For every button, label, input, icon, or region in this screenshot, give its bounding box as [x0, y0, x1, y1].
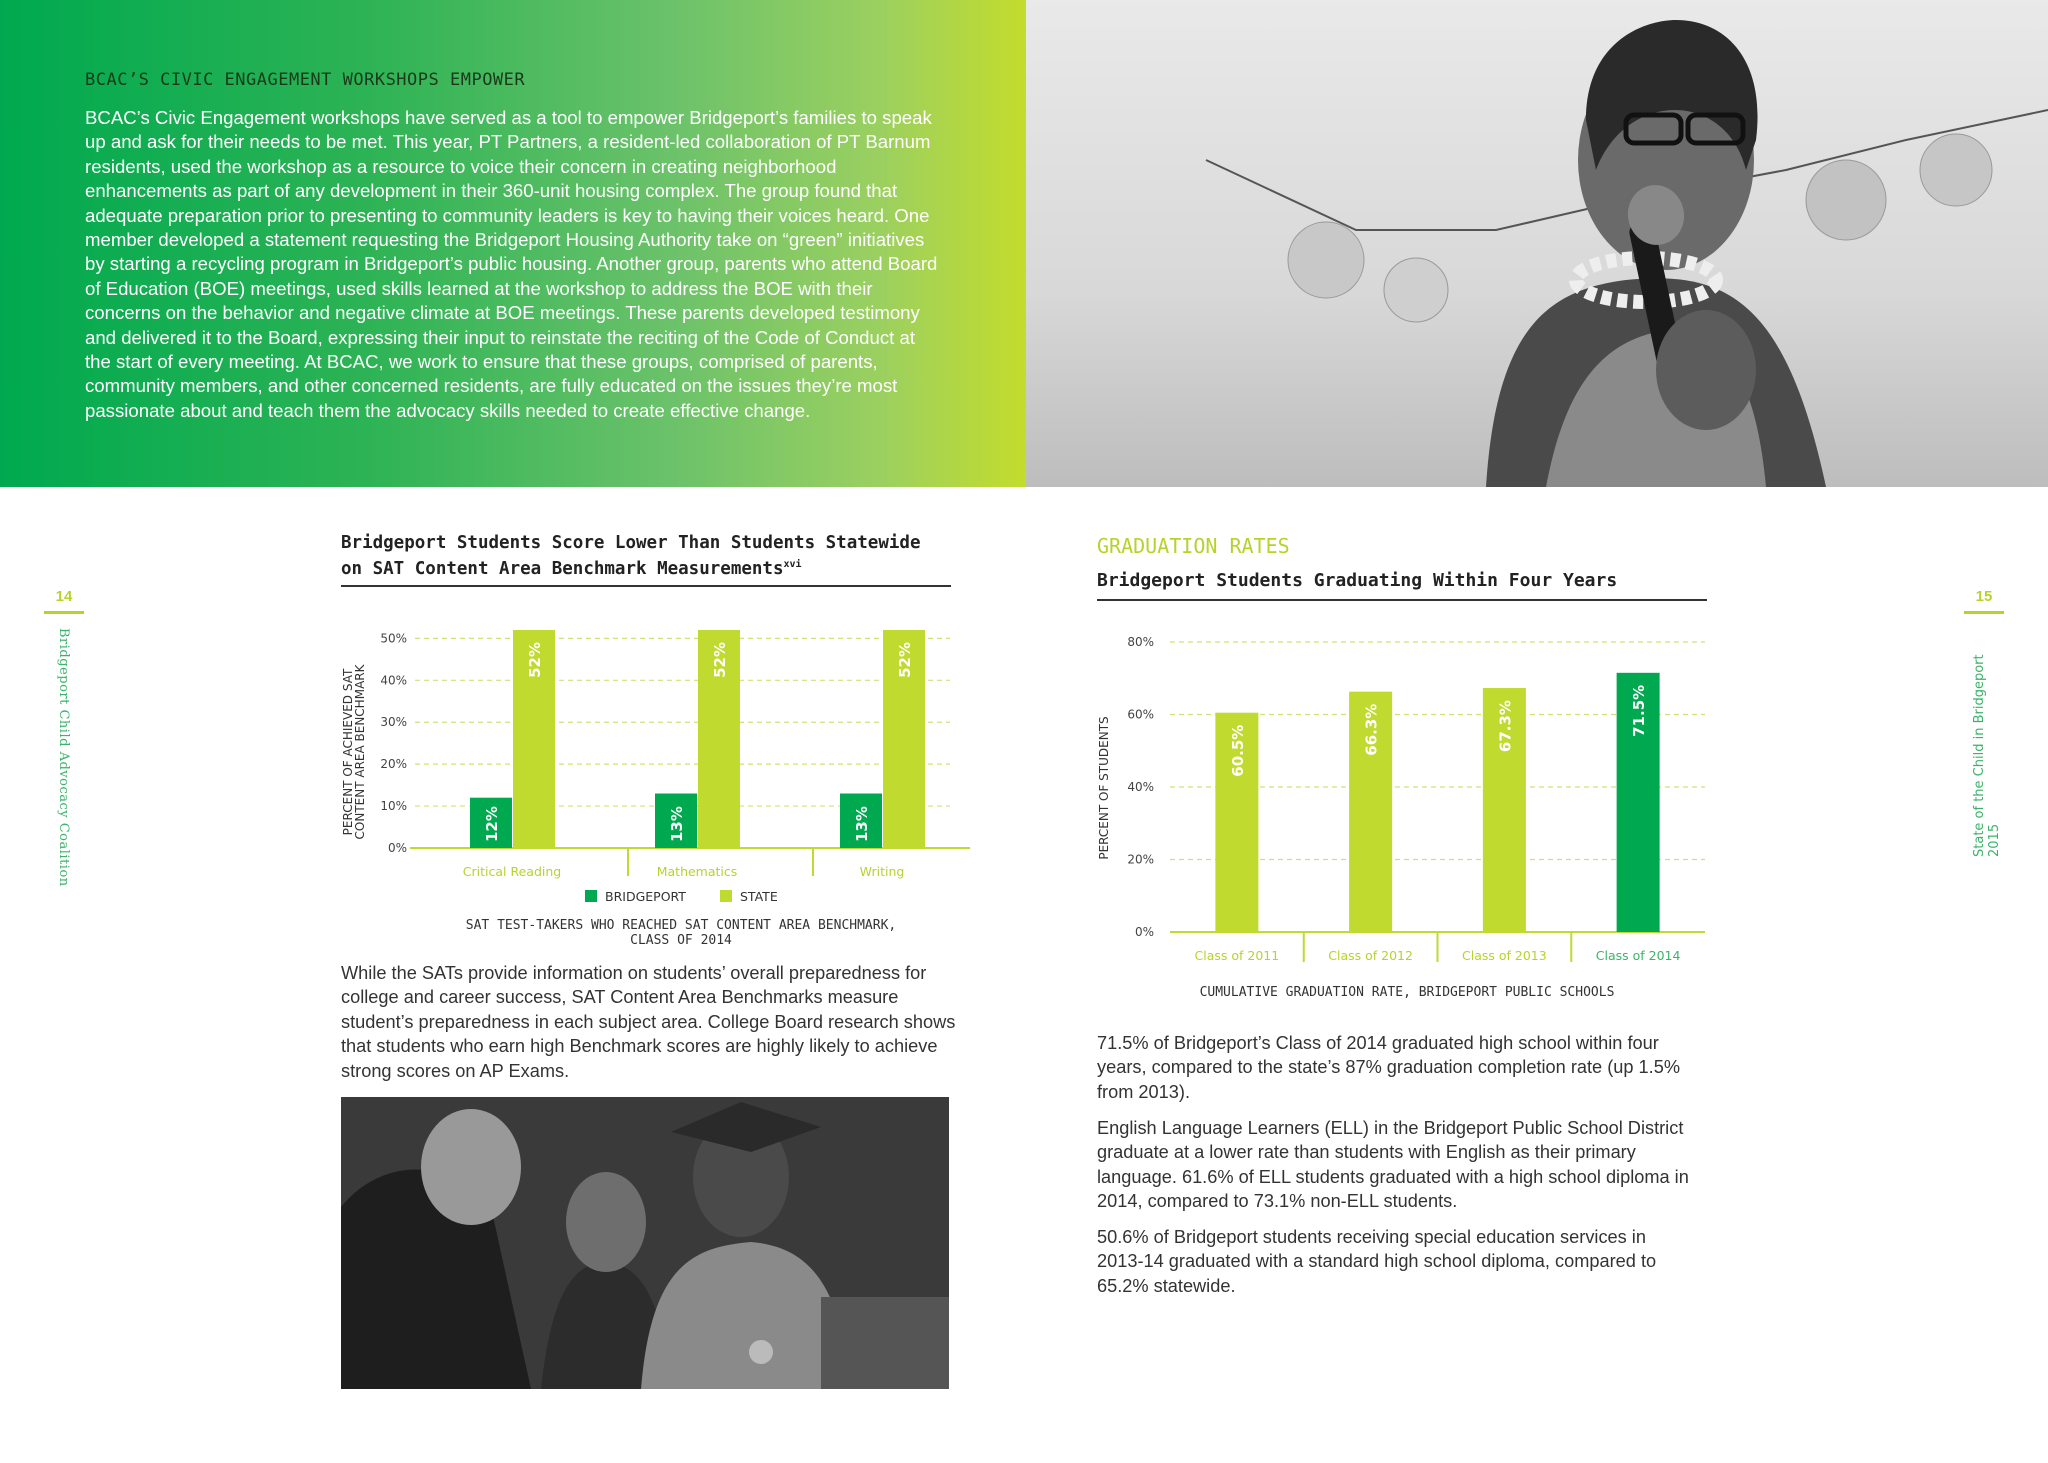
graduation-chart-title: Bridgeport Students Graduating Within Four Years — [1097, 570, 1618, 591]
y-axis-label: CONTENT AREA BENCHMARK — [353, 664, 367, 840]
bar-data-label: 52% — [896, 642, 914, 678]
side-label-right: State of the Child in Bridgeport 2015 — [1972, 654, 2002, 857]
y-tick-label: 0% — [1134, 925, 1154, 939]
page-number-rule — [1964, 611, 2004, 614]
speaker-photo-illustration — [1026, 0, 2048, 487]
sat-chart-title-line2 — [341, 554, 961, 580]
legend-label: BRIDGEPORT — [605, 889, 686, 904]
side-label-left: Bridgeport Child Advocacy Coalition — [56, 628, 71, 887]
page-number: 14 — [55, 588, 73, 605]
x-tick-label: Class of 2012 — [1328, 948, 1413, 963]
graduation-chart — [1090, 620, 1730, 970]
sat-chart-caption — [341, 918, 1021, 948]
page-number-left — [44, 588, 84, 614]
bar-data-label: 71.5% — [1630, 684, 1649, 737]
x-tick-label: Writing — [859, 864, 905, 879]
speaker-photo — [1026, 0, 2048, 487]
y-tick-label: 50% — [380, 631, 407, 646]
graduation-chart-title-rule — [1097, 599, 1707, 601]
x-tick-label: Class of 2013 — [1462, 948, 1547, 963]
bar-data-label: 13% — [853, 806, 871, 842]
sat-chart-title-line2-text: on SAT Content Area Benchmark Measurements — [341, 558, 784, 579]
x-tick-label: Mathematics — [656, 864, 738, 879]
page-number-rule — [44, 611, 84, 614]
graduation-paragraph-1: 71.5% of Bridgeport’s Class of 2014 graduated high school within four years, compared to the state’s 87% graduation completion rate (up 1.5% from 2013). — [1097, 1033, 1681, 1102]
sat-chart-title-line1: Bridgeport Students Score Lower Than Students Statewide — [341, 533, 921, 553]
bar-data-label: 12% — [483, 806, 501, 842]
header-banner — [0, 0, 2048, 487]
y-tick-label: 10% — [380, 799, 407, 814]
bar-data-label: 52% — [711, 642, 729, 678]
legend-label: STATE — [740, 889, 778, 904]
x-tick-label: Critical Reading — [462, 864, 562, 879]
graduation-chart-caption: CUMULATIVE GRADUATION RATE, BRIDGEPORT PUBLIC SCHOOLS — [1199, 985, 1615, 1000]
y-tick-label: 20% — [380, 757, 407, 772]
graduation-photo-illustration — [341, 1097, 949, 1389]
y-axis-label: PERCENT OF STUDENTS — [1097, 716, 1111, 860]
graduation-paragraph-2: English Language Learners (ELL) in the Bridgeport Public School District graduate at a lower rate than students with English as their primary language. 61.6% of ELL students graduated with a high school diploma in 2014, compared to 73.1% non-ELL students. — [1097, 1118, 1689, 1212]
y-tick-label: 20% — [1127, 852, 1154, 867]
banner-heading: BCAC’S CIVIC ENGAGEMENT WORKSHOPS EMPOWER — [85, 70, 526, 90]
y-axis-label: PERCENT OF ACHIEVED SAT — [341, 668, 355, 836]
page-number: 15 — [1975, 588, 1993, 605]
sat-chart — [330, 610, 970, 915]
bar-data-label: 66.3% — [1362, 703, 1381, 756]
page-number-right — [1964, 588, 2004, 614]
footnote-ref: xvi — [783, 559, 802, 570]
graduation-paragraph-3: 50.6% of Bridgeport students receiving special education services in 2013-14 graduated with a standard high school diploma, compared to 65.2% statewide. — [1097, 1227, 1657, 1296]
bar-data-label: 13% — [668, 806, 686, 842]
sat-caption-line2: CLASS OF 2014 — [630, 933, 732, 948]
graduation-photo — [341, 1097, 949, 1389]
legend-swatch — [585, 890, 597, 902]
legend-swatch — [720, 890, 732, 902]
bar-data-label: 60.5% — [1228, 724, 1247, 777]
y-tick-label: 80% — [1127, 635, 1154, 649]
y-tick-label: 40% — [380, 673, 407, 688]
y-tick-label: 60% — [1127, 707, 1154, 722]
y-tick-label: 30% — [380, 715, 407, 730]
x-tick-label: Class of 2011 — [1194, 948, 1280, 963]
sat-paragraph: While the SATs provide information on students’ overall preparedness for college and career success, SAT Content Area Benchmarks measure student’s preparedness in each subject area. College Board research shows that students who earn high Benchmark scores are highly likely to achieve strong scores on AP Exams. — [341, 963, 956, 1081]
sat-chart-title-rule — [341, 585, 951, 587]
bar-data-label: 52% — [526, 642, 544, 678]
bar-data-label: 67.3% — [1496, 700, 1515, 753]
sat-chart-title — [341, 532, 961, 580]
x-tick-label: Class of 2014 — [1595, 948, 1681, 963]
section-label: GRADUATION RATES — [1097, 534, 1290, 558]
y-tick-label: 40% — [1127, 780, 1154, 794]
sat-caption-line1: SAT TEST-TAKERS WHO REACHED SAT CONTENT AREA BENCHMARK, — [465, 918, 897, 933]
y-tick-label: 0% — [387, 841, 407, 855]
banner-body-text: BCAC’s Civic Engagement workshops have served as a tool to empower Bridgeport’s families to speak up and ask for their needs to be met. This year, PT Partners, a resident-led collaboration of PT Barnum residents, used the workshop as a resource to voice their concern in creating neighborhood enhancements as part of any development in their 360-unit housing complex. The group found that adequate preparation prior to presenting to community leaders is key to having their voices heard. One member developed a statement requesting the Bridgeport Housing Authority take on “green” initiatives by starting a recycling program in Bridgeport’s public housing. Another group, parents who attend Board of Education (BOE) meetings, used skills learned at the workshop to address the BOE with their concerns on the behavior and negative climate at BOE meetings. These parents developed testimony and delivered it to the Board, expressing their input to reinstate the reciting of the Code of Conduct at the start of every meeting. At BCAC, we work to ensure that these groups, comprised of parents, community members, and other concerned residents, are fully educated on the issues they’re most passionate about and teach them the advocacy skills needed to create effective change. — [85, 107, 938, 421]
